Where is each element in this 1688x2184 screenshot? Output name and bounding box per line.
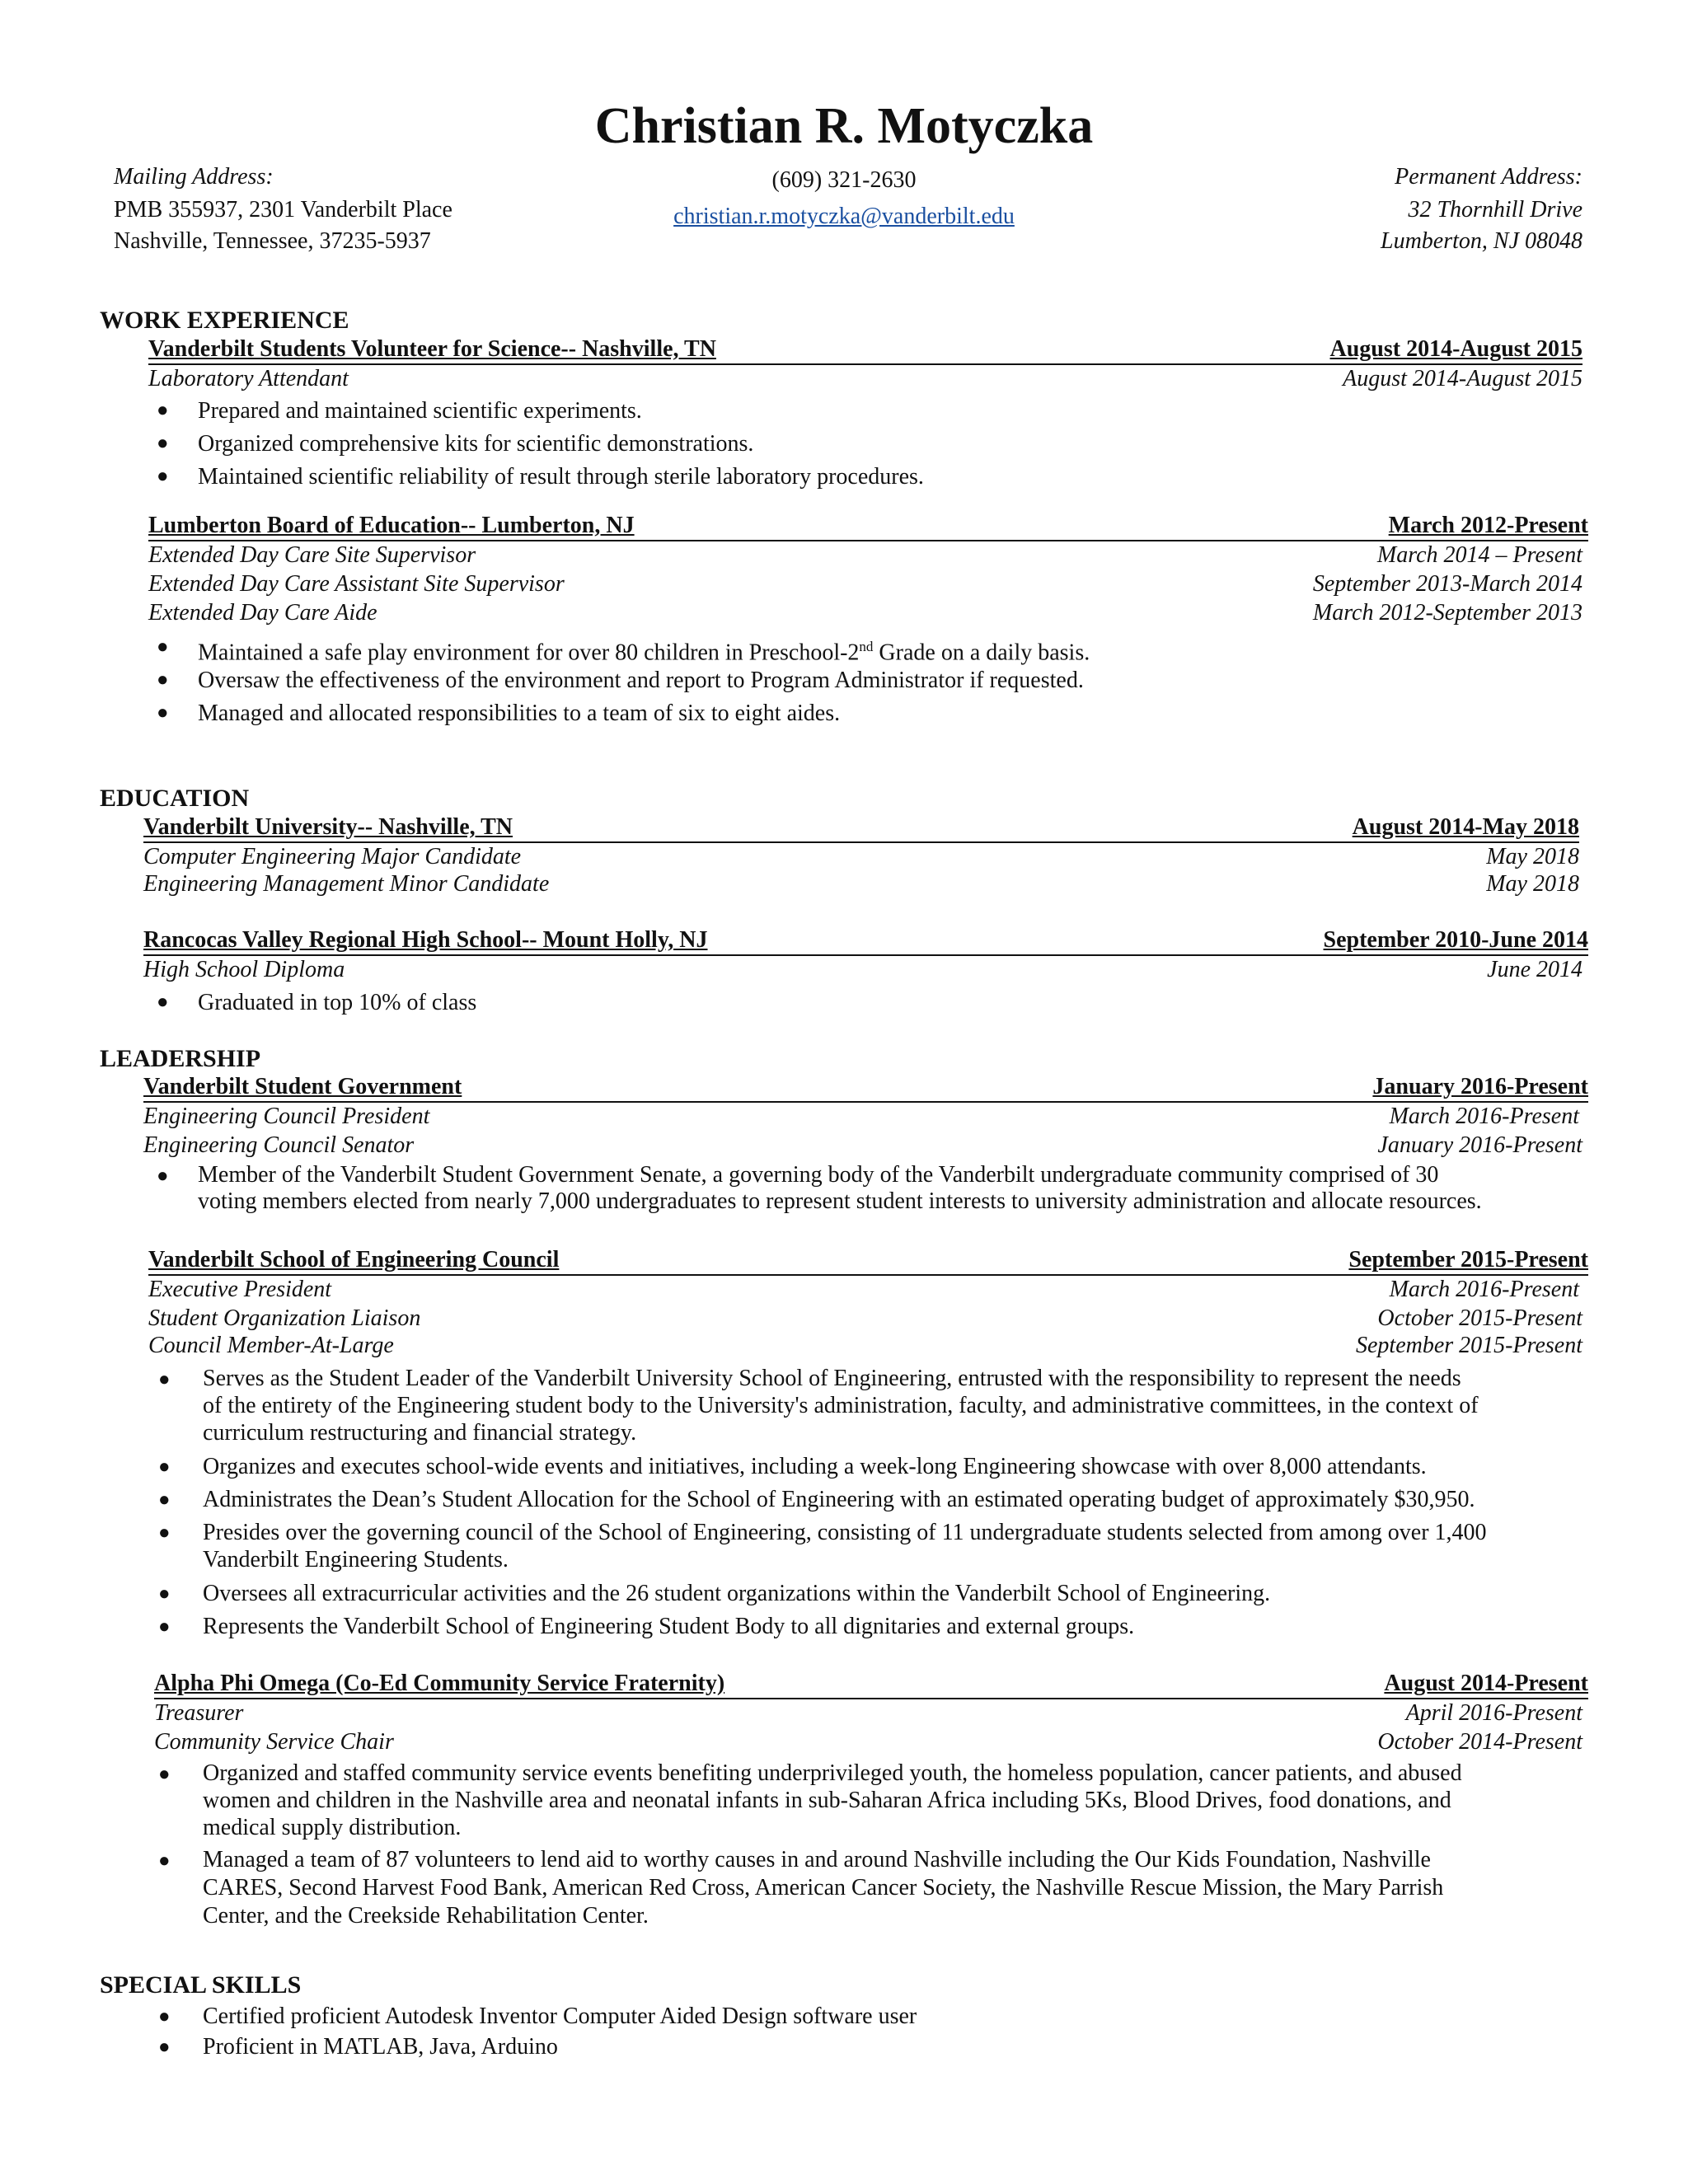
org-underline — [154, 1698, 1588, 1699]
org-underline — [143, 1101, 1588, 1103]
resume-name: Christian R. Motyczka — [594, 98, 1094, 154]
org-underline — [143, 841, 1579, 843]
role-title: Council Member-At-Large — [148, 1333, 394, 1358]
role-dates: August 2014-August 2015 — [1343, 366, 1582, 391]
role-dates: September 2013-March 2014 — [1312, 571, 1582, 597]
bullet-text-line: curriculum restructuring and financial strategy. — [203, 1420, 637, 1446]
org-underline — [148, 540, 1588, 541]
role-title: High School Diploma — [143, 957, 345, 982]
role-title: Engineering Council Senator — [143, 1132, 415, 1158]
role-title: Student Organization Liaison — [148, 1305, 421, 1331]
org-dates: September 2015-Present — [1348, 1247, 1588, 1272]
job-lumberton-header — [0, 513, 1688, 542]
role-dates: March 2014 – Present — [1376, 542, 1582, 568]
role-title: Computer Engineering Major Candidate — [143, 844, 522, 869]
bullet-text-line: Vanderbilt Engineering Students. — [203, 1547, 509, 1572]
section-heading-work-experience: WORK EXPERIENCE — [100, 307, 349, 334]
role-row — [0, 1729, 1688, 1759]
role-dates: March 2016-Present — [1389, 1277, 1579, 1302]
role-title: Extended Day Care Site Supervisor — [148, 542, 476, 568]
section-heading-special-skills: SPECIAL SKILLS — [100, 1971, 302, 1999]
bullet-text: Oversees all extracurricular activities and the 26 student organizations within the Vanderbilt School of Engineering. — [203, 1581, 1271, 1606]
bullet-icon: ● — [158, 1369, 171, 1390]
bullet-icon: ● — [158, 2036, 171, 2058]
role-row — [0, 957, 1688, 987]
role-row — [0, 871, 1688, 901]
org-alpha-phi-omega-header — [0, 1671, 1688, 1700]
role-dates: May 2018 — [1486, 844, 1579, 869]
school-vanderbilt-header — [0, 814, 1688, 844]
org-underline — [148, 363, 1582, 365]
role-dates: March 2012-September 2013 — [1312, 600, 1582, 626]
org-name: Vanderbilt University-- Nashville, TN — [143, 814, 513, 840]
bullet-icon: ● — [158, 1522, 171, 1544]
bullet-icon: ● — [157, 702, 169, 724]
bullet-text: Maintained a safe play environment for over 80 children in Preschool-2nd Grade on a daily basis. — [198, 639, 1090, 666]
bullet-text: Prepared and maintained scientific experiments. — [198, 398, 642, 424]
role-dates: May 2018 — [1486, 871, 1579, 897]
role-title: Engineering Management Minor Candidate — [143, 871, 550, 897]
role-row — [0, 1132, 1688, 1162]
org-name: Vanderbilt School of Engineering Council — [148, 1247, 560, 1272]
mailing-address-line2: Nashville, Tennessee, 37235-5937 — [114, 228, 431, 254]
bullet-icon: ● — [157, 1165, 169, 1187]
mailing-address-label: Mailing Address: — [114, 164, 274, 190]
role-title: Treasurer — [154, 1700, 244, 1726]
role-row — [0, 542, 1688, 572]
org-dates: March 2012-Present — [1388, 513, 1588, 538]
role-dates: June 2014 — [1487, 957, 1582, 982]
role-title: Executive President — [148, 1277, 332, 1302]
bullet-text: Organizes and executes school-wide events and initiatives, including a week-long Engineering showcase with over 8,000 attendants. — [203, 1454, 1427, 1479]
role-row — [0, 366, 1688, 396]
role-dates: January 2016-Present — [1377, 1132, 1582, 1158]
bullet-text: Managed and allocated responsibilities to a team of six to eight aides. — [198, 701, 841, 726]
org-name: Rancocas Valley Regional High School-- Mount Holly, NJ — [143, 927, 708, 953]
bullet-icon: ● — [157, 433, 169, 454]
phone-number: (609) 321-2630 — [771, 167, 917, 193]
role-title: Extended Day Care Aide — [148, 600, 377, 626]
bullet-icon: ● — [157, 636, 169, 658]
role-dates: October 2015-Present — [1377, 1305, 1582, 1331]
org-engineering-council-header — [0, 1247, 1688, 1277]
role-row — [0, 600, 1688, 630]
mailing-address-line1: PMB 355937, 2301 Vanderbilt Place — [114, 197, 452, 223]
bullet-text: Oversaw the effectiveness of the environment and report to Program Administrator if requested. — [198, 668, 1084, 693]
bullet-text: Graduated in top 10% of class — [198, 990, 477, 1015]
role-title: Community Service Chair — [154, 1729, 394, 1755]
bullet-text-line: Center, and the Creekside Rehabilitation Center. — [203, 1903, 649, 1929]
role-dates: April 2016-Present — [1405, 1700, 1582, 1726]
school-rancocas-header — [0, 927, 1688, 957]
org-dates: September 2010-June 2014 — [1323, 927, 1588, 953]
bullet-text-line: Serves as the Student Leader of the Vanderbilt University School of Engineering, entrusted with the responsibility to represent the needs — [203, 1366, 1461, 1391]
role-row — [0, 1104, 1688, 1133]
org-dates: August 2014-August 2015 — [1329, 336, 1582, 362]
permanent-address-label: Permanent Address: — [1395, 164, 1582, 190]
bullet-text-line: of the entirety of the Engineering student body to the University's administration, faculty, and administrative committees, in the context of — [203, 1393, 1479, 1418]
bullet-icon: ● — [158, 1850, 171, 1872]
role-title: Laboratory Attendant — [148, 366, 349, 391]
org-dates: August 2014-Present — [1384, 1671, 1588, 1696]
bullet-icon: ● — [158, 1583, 171, 1605]
bullet-text-line: CARES, Second Harvest Food Bank, American Red Cross, American Cancer Society, the Nashville Rescue Mission, the Mary Parrish — [203, 1875, 1444, 1900]
org-name: Alpha Phi Omega (Co-Ed Community Service Fraternity) — [154, 1671, 725, 1696]
bullet-text-line: Presides over the governing council of the School of Engineering, consisting of 11 undergraduate students selected from among over 1,400 — [203, 1520, 1487, 1545]
permanent-address-line2: Lumberton, NJ 08048 — [1381, 228, 1582, 254]
bullet-icon: ● — [158, 1764, 171, 1785]
bullet-text-line: Member of the Vanderbilt Student Government Senate, a governing body of the Vanderbilt undergraduate community comprised of 30 — [198, 1162, 1439, 1188]
bullet-text: Certified proficient Autodesk Inventor Computer Aided Design software user — [203, 2004, 917, 2029]
org-underline — [148, 1274, 1588, 1276]
bullet-icon: ● — [157, 466, 169, 487]
org-underline — [143, 954, 1588, 956]
org-dates: August 2014-May 2018 — [1352, 814, 1579, 840]
bullet-text-line: women and children in the Nashville area and neonatal infants in sub-Saharan Africa including 5Ks, Blood Drives, food donations, and — [203, 1788, 1451, 1813]
bullet-icon: ● — [158, 2006, 171, 2027]
section-heading-education: EDUCATION — [100, 785, 250, 812]
bullet-text-line: voting members elected from nearly 7,000 undergraduates to represent student interests to university administration and allocate resources. — [198, 1188, 1482, 1214]
role-title: Extended Day Care Assistant Site Supervisor — [148, 571, 565, 597]
org-dates: January 2016-Present — [1372, 1074, 1588, 1099]
bullet-text: Maintained scientific reliability of result through sterile laboratory procedures. — [198, 464, 924, 490]
bullet-icon: ● — [157, 400, 169, 421]
role-row — [0, 1333, 1688, 1362]
org-name: Lumberton Board of Education-- Lumberton, NJ — [148, 513, 635, 538]
bullet-text-line: Managed a team of 87 volunteers to lend aid to worthy causes in and around Nashville including the Our Kids Foundation, Nashville — [203, 1847, 1431, 1872]
role-title: Engineering Council President — [143, 1104, 430, 1129]
role-dates: September 2015-Present — [1356, 1333, 1582, 1358]
role-row — [0, 571, 1688, 601]
role-dates: October 2014-Present — [1377, 1729, 1582, 1755]
bullet-icon: ● — [158, 1489, 171, 1511]
role-row — [0, 1305, 1688, 1335]
org-student-government-header — [0, 1074, 1688, 1104]
bullet-icon: ● — [157, 991, 169, 1013]
bullet-text: Proficient in MATLAB, Java, Arduino — [203, 2034, 558, 2060]
email-link[interactable]: christian.r.motyczka@vanderbilt.edu — [673, 204, 1015, 229]
bullet-text-line: medical supply distribution. — [203, 1815, 462, 1840]
bullet-text: Represents the Vanderbilt School of Engineering Student Body to all dignitaries and external groups. — [203, 1614, 1135, 1639]
bullet-icon: ● — [158, 1616, 171, 1638]
role-row — [0, 1700, 1688, 1730]
bullet-icon: ● — [158, 1456, 171, 1478]
bullet-icon: ● — [157, 669, 169, 691]
section-heading-leadership: LEADERSHIP — [100, 1045, 261, 1072]
org-name: Vanderbilt Students Volunteer for Science-- Nashville, TN — [148, 336, 716, 362]
role-dates: March 2016-Present — [1389, 1104, 1579, 1129]
job-vsvs-header — [0, 336, 1688, 366]
role-row — [0, 1277, 1688, 1306]
org-name: Vanderbilt Student Government — [143, 1074, 462, 1099]
bullet-text: Organized comprehensive kits for scientific demonstrations. — [198, 431, 754, 457]
bullet-text-line: Organized and staffed community service events benefiting underprivileged youth, the homeless population, cancer patients, and abused — [203, 1760, 1462, 1786]
permanent-address-line1: 32 Thornhill Drive — [1408, 197, 1582, 223]
role-row — [0, 844, 1688, 874]
bullet-text: Administrates the Dean’s Student Allocation for the School of Engineering with an estimated operating budget of approximately $30,950. — [203, 1487, 1475, 1512]
